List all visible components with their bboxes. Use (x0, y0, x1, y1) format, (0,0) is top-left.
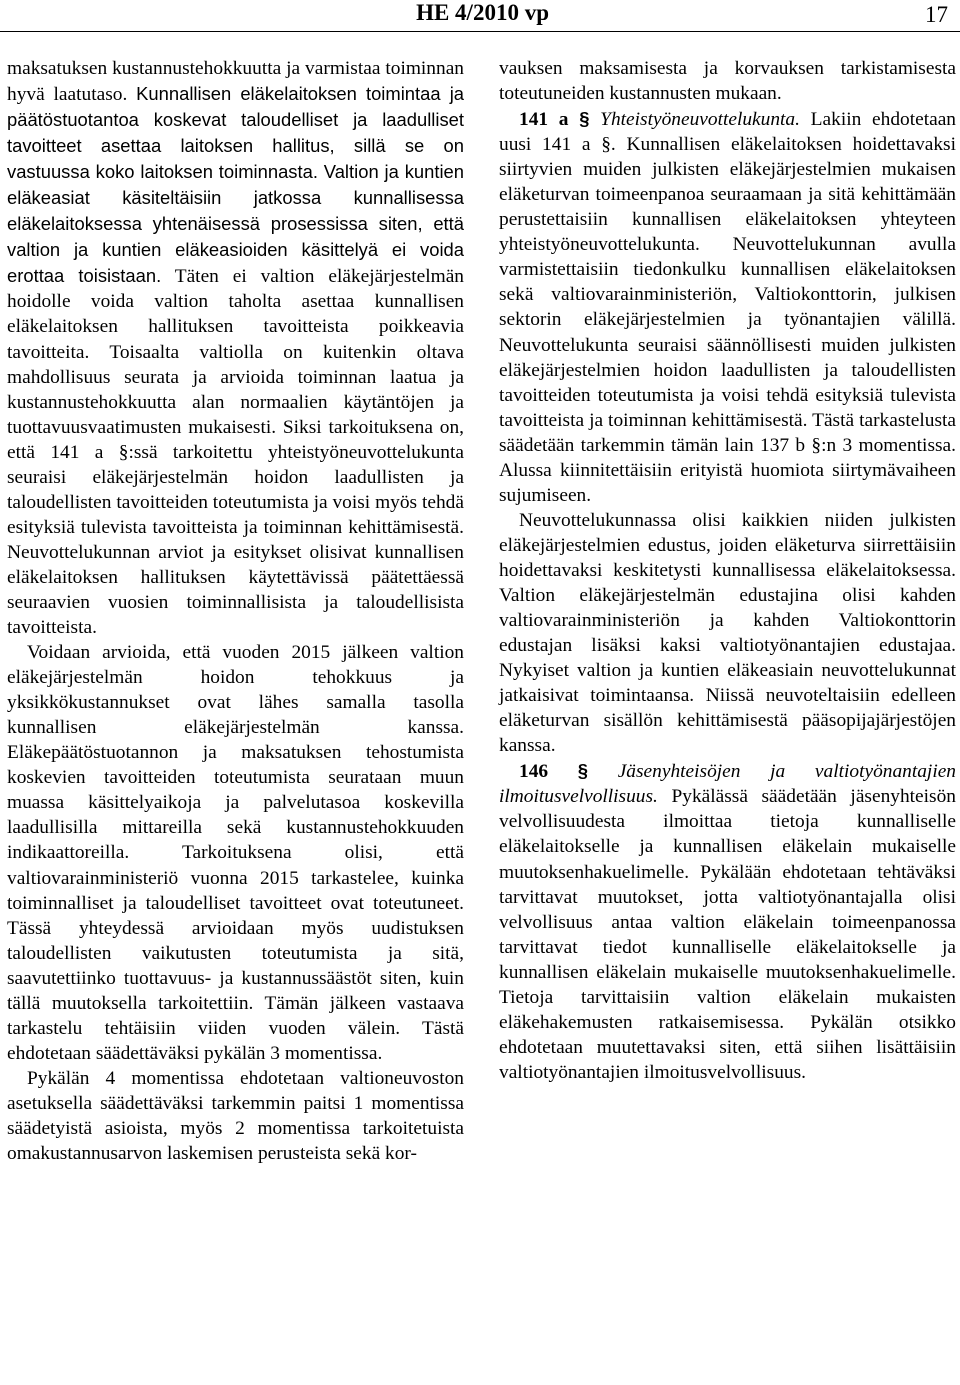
section-146-body: Pykälässä säädetään jäsenyhteisön velvollisuudesta ilmoittaa tietoja kunnalliselle eläkelaitokselle ja kunnallisen eläkelain mukaiselle muutoksenhakuelimelle. Pykälään ehdotetaan tehtäväksi tarvittavat muutokset, jotta valtiotyönantajalla olisi velvollisuus antaa valtion eläkelain toimeenpanossa tarvittavat tiedot kunnalliselle eläkelaitokselle ja kunnallisen eläkelain mukaiselle muutoksenhakuelimelle. Tietoja tarvittaisiin valtion eläkelain mukaisten eläkehakemusten ratkaisemisessa. Pykälän otsikko ehdotetaan muutettavaksi siten, että siihen lisättäisiin valtiotyönantajien ilmoitusvelvollisuus. (499, 786, 956, 1083)
right-paragraph-3: Neuvottelukunnassa olisi kaikkien niiden julkisten eläkejärjestelmien edustus, joiden eläketurva siirrettäisiin hoidettavaksi keskitetysti kunnallisessa eläkelaitoksessa. Valtion eläkejärjestelmän edustajina olisi kahden valtiovarainministeriön ja kahden Valtiokonttorin edustajan lisäksi kaksi valtiotyönantajien edustajaa. Nykyiset valtion ja kuntien eläkeasiain neuvottelukunnat jatkaisivat toimintaansa. Niissä neuvoteltaisiin edelleen eläketurvan sisällön kehittämisestä pääsopijajärjestöjen kanssa. (499, 509, 956, 757)
left-paragraph-1-serif-start: maksatuksen kustannustehokkuutta ja varmistaa toiminnan hyvä laatutaso. (7, 58, 464, 106)
section-146-sign: § (577, 760, 589, 782)
section-146-title: Jäsenyhteisöjen ja valtiotyönantajien ilmoitusvelvollisuus. (499, 761, 957, 808)
left-paragraph-1-sans-passage: Kunnallisen eläkelaitoksen toimintaa ja päätöstuotantoa koskevat taloudelliset ja laadulliset tavoitteet asettaa laitoksen hallitus, sillä se on vastuussa koko laitoksen toiminnasta. Valtion ja kuntien eläkeasiat käsiteltäisiin jatkossa kunnallisessa eläkelaitoksessa yhtenäisessä prosessissa siten, että valtion ja kuntien eläkeasioiden käsittelyä ei voida erottaa toisistaan. (7, 83, 465, 287)
left-paragraph-1-serif-end: Täten ei valtion eläkejärjestelmän hoidolle voida valtion taholta asettaa kunnallisen eläkelaitoksen hallituksen tavoitteista poikkeavia tavoitteita. Toisaalta valtiolla on kuitenkin oltava mahdollisuus seurata ja arvioida toiminnan laatua ja kustannustehokkuutta alan normaalien käytäntöjen ja tuottavuusvaatimusten mukaisesti. Siksi tarkoituksena on, että 141 a §:ssä tarkoitettu yhteistyöneuvottelukunta seuraisi eläkejärjestelmän hoidon laadullisten ja taloudellisten tavoitteiden toteutumista ja voisi myös tehdä esityksiä tulevista tavoitteista ja toiminnan kehittämisestä. Neuvottelukunnan arviot ja esitykset olisivat kunnallisen eläkelaitoksen hallituksen käytettävissä päätettäessä seuraavien vuosien toiminnallisista ja taloudellisista tavoitteista. (7, 266, 465, 639)
page-number: 17 (925, 2, 948, 27)
left-paragraph-1 (7, 56, 464, 640)
header-rule (0, 31, 960, 32)
left-paragraph-3: Pykälän 4 momentissa ehdotetaan valtioneuvoston asetuksella säädettäväksi tarkemmin paitsi 1 momentissa säädetyistä asioista, myös 2 momentissa tarkoitetuista omakustannusarvon laskemisen perusteista sekä kor- (7, 1067, 464, 1165)
section-141a-number: 141 a (519, 109, 580, 131)
left-paragraph-2: Voidaan arvioida, että vuoden 2015 jälkeen valtion eläkejärjestelmän hoidon tehokkuus ja yksikkökustannukset ovat lähes samalla tasolla kunnallisen eläkejärjestelmän kanssa. Eläkepäätöstuotannon ja maksatuksen tehostumista koskevien tavoitteiden toteutumista seurataan muun muassa käsittelyaikoja ja palvelutasoa koskevilla laadullisilla mittareilla sekä kustannustehokkuuden indikaattoreilla. Tarkoituksena olisi, että valtiovarainministeriö vuonna 2015 tarkastelee, kuinka toiminnalliset ja taloudelliset tavoitteet ovat toteutuneet. Tässä yhteydessä arvioidaan myös uudistuksen taloudellisten vaikutusten toteutumista ja sitä, saavutettiinko tuottavuus- ja kustannussäästöt siten, kuin tällä muutoksella tarkoitettiin. Tämän jälkeen vastaava tarkastelu tehtäisiin viiden vuoden välein. Tästä ehdotetaan säädettäväksi pykälän 3 momentissa. (7, 642, 464, 1064)
section-141a-body: Lakiin ehdotetaan uusi 141 a §. Kunnallisen eläkelaitoksen hoidettavaksi siirtyvien muiden julkisten eläkejärjestelmien mukaisen eläketurvan toimeenpanoa seuraamaan ja sitä kehittämään perustettaisiin kunnallisen eläkelaitoksen yhteyteen yhteistyöneuvottelukunta. Neuvottelukunnan avulla varmistettaisiin tiedonkulku kunnallisen eläkelaitoksen sekä valtiovarainministeriön, Valtiokonttorin, julkisen sektorin eläkejärjestelmien ja työnantajien välillä. Neuvottelukunta seuraisi säännöllisesti muiden julkisten eläkejärjestelmien hoidon laadullisten ja taloudellisten tavoitteiden toteutumista ja voisi tehdä esityksiä tulevista tavoitteista ja toiminnan kehittämisestä. Tästä tarkastelusta säädetään tarkemmin tämän lain 137 b §:n 3 momentissa. Alussa kiinnitettäisiin erityistä huomiota siirtymävaiheen sujumiseen. (499, 109, 956, 506)
right-column (499, 56, 956, 1085)
right-paragraph-1: vauksen maksamisesta ja korvauksen tarkistamisesta toteutuneiden kustannusten mukaan. (499, 58, 956, 105)
section-141a-paragraph (499, 106, 956, 508)
page-header (0, 0, 960, 34)
section-141a-sign: § (579, 108, 590, 130)
document-id: HE 4/2010 vp (416, 0, 549, 25)
left-column (7, 56, 464, 1166)
section-146-number: 146 (519, 761, 578, 783)
section-146-paragraph (499, 758, 956, 1085)
section-141a-title: Yhteistyöneuvottelukunta. (589, 109, 800, 131)
